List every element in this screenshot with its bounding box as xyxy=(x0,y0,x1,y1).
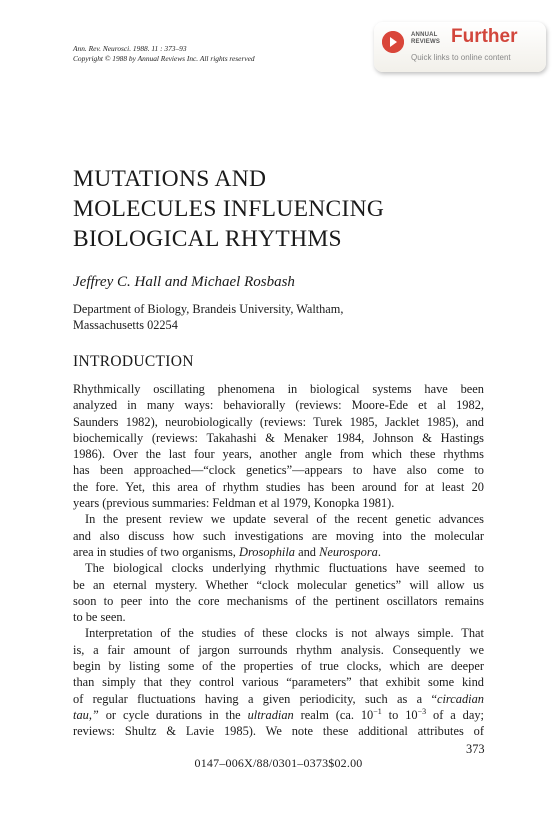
issn-code: 0147–006X/88/0301–0373$02.00 xyxy=(194,756,363,770)
affiliation-line: Department of Biology, Brandeis University, Waltham, xyxy=(73,302,344,316)
journal-citation: Ann. Rev. Neurosci. 1988. 11 : 373–93 xyxy=(73,44,187,53)
copyright-notice: Copyright © 1988 by Annual Reviews Inc. All rights reserved xyxy=(73,54,255,63)
affiliation xyxy=(73,301,343,333)
article-body xyxy=(73,381,484,740)
tau-term: tau,” xyxy=(73,707,99,722)
body-text-fragment: of a day; xyxy=(426,707,484,722)
body-line: In the present review we update several of the recent genetic advances xyxy=(85,512,484,527)
body-line: the fore. Yet, this area of rhythm studies has been around for at least 20 xyxy=(73,479,484,494)
body-text-fragment: realm (ca. 10 xyxy=(293,707,374,722)
affiliation-line: Massachusetts 02254 xyxy=(73,318,178,332)
body-line-circadian xyxy=(73,691,484,707)
body-text-fragment: of regular fluctuations having a given periodicity, such as a “ xyxy=(73,691,437,706)
neurospora-term: Neurospora xyxy=(319,544,378,559)
body-line: Interpretation of the studies of these clocks is not always simple. That xyxy=(85,626,484,641)
title-line: MOLECULES INFLUENCING xyxy=(73,196,385,222)
body-line: analyzed in many ways: behaviorally (reviews: Moore-Ede et al 1982, xyxy=(73,398,484,413)
section-heading: INTRODUCTION xyxy=(73,353,194,370)
body-text-fragment: area in studies of two organisms, xyxy=(73,544,239,559)
body-line: Rhythmically oscillating phenomena in biological systems have been xyxy=(73,382,484,396)
further-word: Further xyxy=(451,26,518,47)
circadian-term: circadian xyxy=(436,691,484,706)
body-line: years (previous summaries: Feldman et al 1979, Konopka 1981). xyxy=(73,496,395,511)
body-line-organisms xyxy=(73,544,484,560)
further-subtitle: Quick links to online content xyxy=(411,53,511,62)
body-line: and also discuss how such investigations are moving into the molecular xyxy=(73,528,484,543)
body-line: 1986). Over the last four years, another angle from which these rhythms xyxy=(73,447,484,462)
article-title xyxy=(73,164,384,254)
annual-reviews-logo-icon xyxy=(382,31,404,53)
reviews-label: REVIEWS xyxy=(411,39,441,45)
drosophila-term: Drosophila xyxy=(239,544,295,559)
body-text-fragment: or cycle durations in the xyxy=(98,707,248,722)
body-line: be an eternal mystery. Whether “clock molecular genetics” will allow us xyxy=(73,577,484,592)
title-line: BIOLOGICAL RHYTHMS xyxy=(73,226,342,252)
body-text-fragment: . xyxy=(377,544,381,559)
body-line-ultradian xyxy=(73,707,484,723)
journal-reference xyxy=(73,44,255,64)
body-line: begin by listing some of the properties of true clocks, which are deeper xyxy=(73,659,484,674)
page-number: 373 xyxy=(466,742,485,756)
body-line: to be seen. xyxy=(73,610,126,625)
body-line: than simply that they control various “parameters” that exhibit some kind xyxy=(73,675,484,690)
body-line: The biological clocks underlying rhythmic fluctuations have seemed to xyxy=(85,561,484,576)
body-line: soon to peer into the core mechanisms of the pertinent oscillators remains xyxy=(73,593,484,608)
body-line: is, a fair amount of jargon surrounds rhythm analysis. Consequently we xyxy=(73,642,484,657)
authors: Jeffrey C. Hall and Michael Rosbash xyxy=(73,274,295,290)
body-line: Saunders 1982), neurobiologically (reviews: Turek 1985, Jacklet 1985), and xyxy=(73,414,484,429)
exponent: −1 xyxy=(373,706,382,716)
further-badge[interactable] xyxy=(374,22,546,72)
annual-label: ANNUAL xyxy=(411,32,438,38)
title-line: MUTATIONS AND xyxy=(73,166,267,192)
body-line: has been approached—“clock genetics”—appears to have also come to xyxy=(73,463,484,478)
body-text-fragment: and xyxy=(295,544,320,559)
exponent: −3 xyxy=(417,706,427,716)
ultradian-term: ultradian xyxy=(247,707,294,722)
body-line: biochemically (reviews: Takahashi & Menaker 1984, Johnson & Hastings xyxy=(73,430,484,445)
body-line: reviews: Shultz & Lavie 1985). We note these additional attributes of xyxy=(73,724,484,739)
body-text-fragment: to 10 xyxy=(381,707,418,722)
further-annual-reviews-label xyxy=(411,32,440,46)
